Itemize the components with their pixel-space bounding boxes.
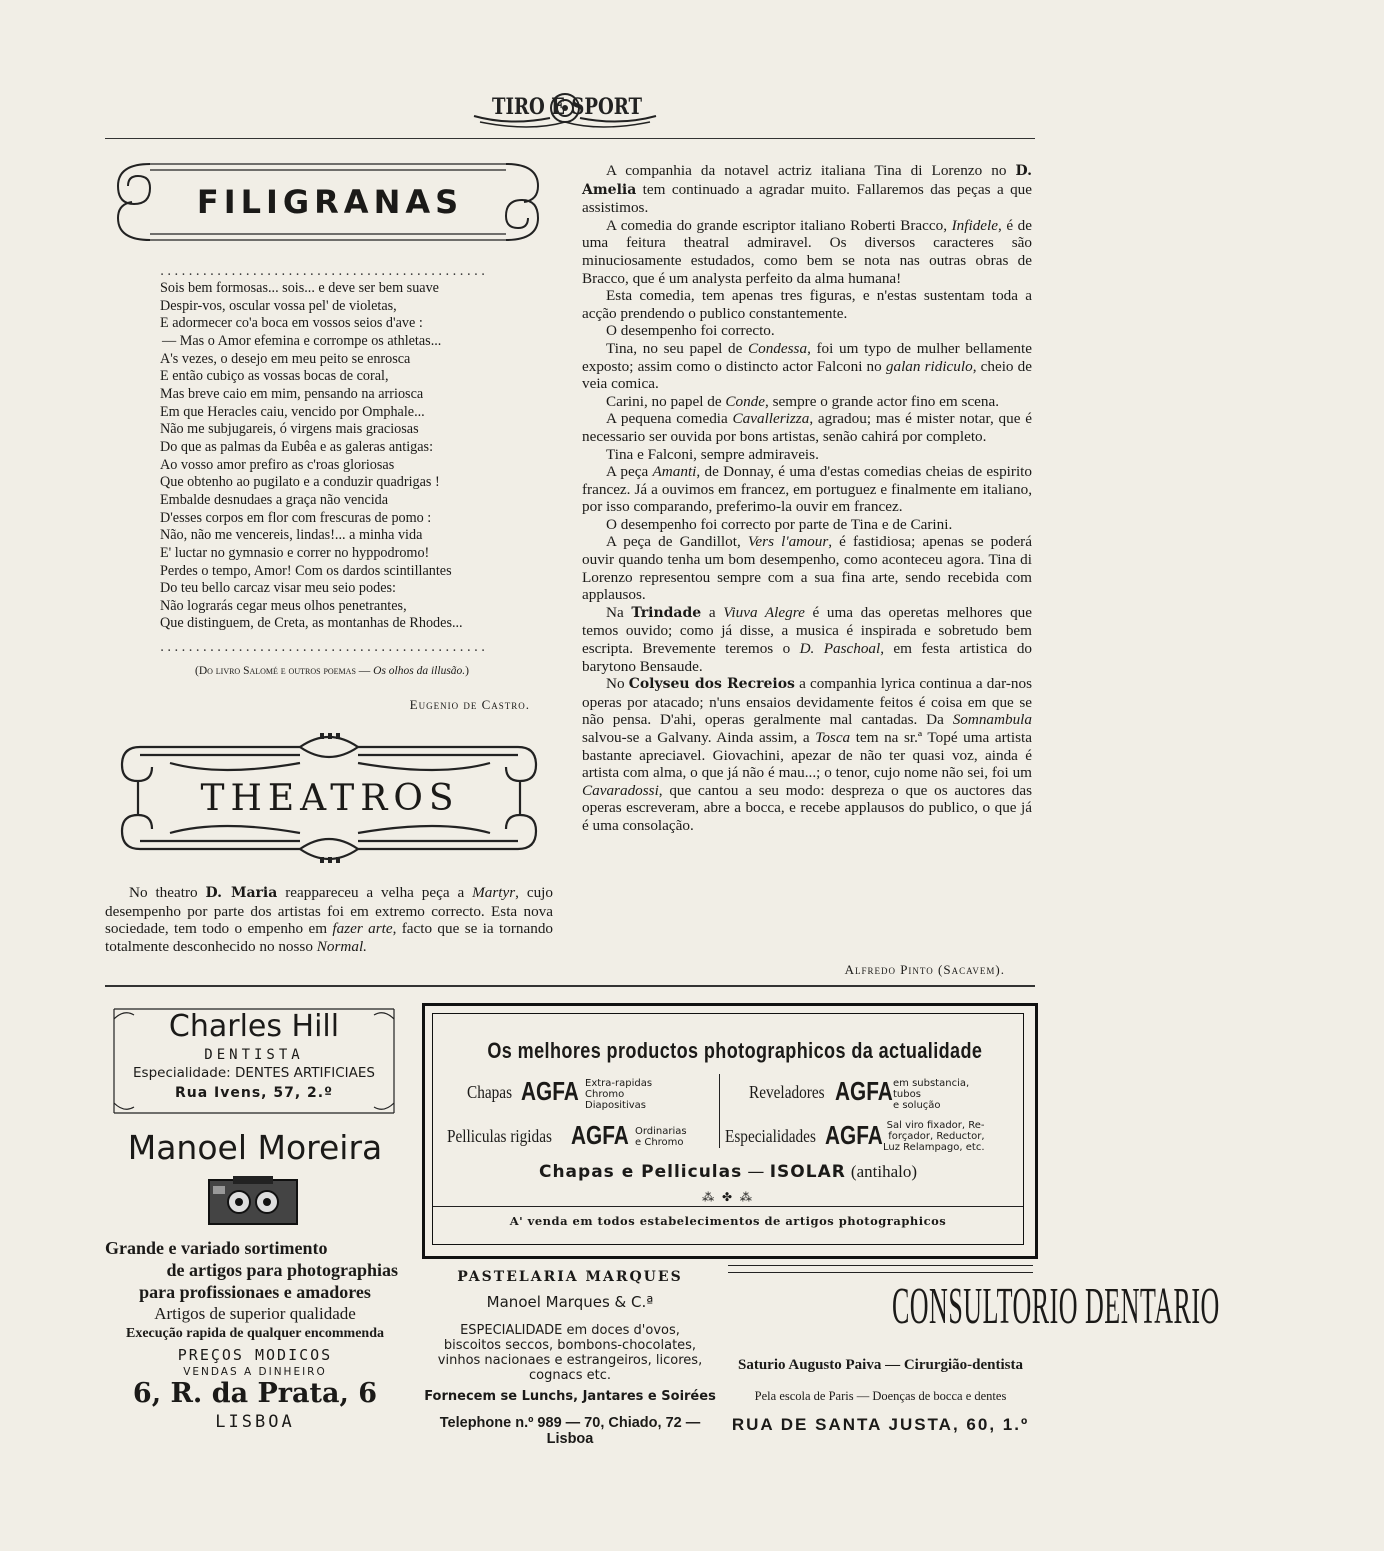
agfa-pelliculas-note <box>635 1126 687 1148</box>
agfa-ad <box>432 1013 1024 1245</box>
agfa-reveladores-label: Reveladores <box>749 1082 825 1102</box>
description-line: vinhos nacionaes e estrangeiros, licores, <box>437 1353 703 1368</box>
poem-line: D'esses corpos em flor com frescuras de pomo : <box>160 509 432 526</box>
poem-source-prefix: (Do livro Salomé e outros poemas — <box>194 665 374 677</box>
poem-source <box>122 665 542 677</box>
note-line: Ordinarias <box>635 1126 687 1137</box>
charles-hill-specialty: Especialidade: DENTES ARTIFICIAES <box>133 1065 375 1081</box>
theatros-title: THEATROS <box>200 778 460 819</box>
agfa-ornament: ⁂ ✤ ⁂ <box>702 1190 754 1204</box>
paragraph: No Colyseu dos Recreios a companhia lyrica continua a dar-nos operas por atacado; n'uns ensaios devidamente feitos é coisa em que se não pensa. D'ahi, operas geralmente mal cantadas. Da Somnambula salvou-se a Galvany. Ainda assim, a Tosca tem na sr.ª Topé uma artista bastante apreciavel. Giovachini, apezar de não ter quasi voz, ainda é artista com alma, o que já não é mau...; o tenor, cujo nome não sei, foi um Cavaradossi, que cantou a seu modo: despreza o que os auctores das operas escreveram, abre a bocca, e recebe applausos do publico, o que já é uma consolação. <box>582 675 1032 834</box>
agfa-isolar-line: Chapas e Pelliculas — ISOLAR (antihalo) <box>538 1162 918 1182</box>
theatre-name: D. Maria <box>205 885 278 901</box>
poem-line: A's vezes, o desejo em meu peito se enrosca <box>160 350 411 367</box>
note-line: tubos <box>893 1089 921 1100</box>
masthead-logo <box>470 86 660 132</box>
poem-line: E então cubiço as vossas bocas de coral, <box>160 368 389 385</box>
charles-hill-role: DENTISTA <box>204 1047 304 1063</box>
poem-line: Do teu bello carcaz visar meu seio podes: <box>160 580 396 597</box>
manoel-moreira-ad <box>105 1128 405 1438</box>
play-title: Vers l'amour <box>747 533 829 551</box>
isolar-brand: ISOLAR <box>769 1162 846 1182</box>
role-title: Condessa <box>747 339 808 357</box>
agfa-brand: AGFA <box>835 1076 893 1106</box>
isolar-text-c: (antihalo) <box>850 1162 918 1181</box>
pastelaria-owner: Manoel Marques & C.ª <box>486 1293 654 1311</box>
agfa-especialidades-label: Especialidades <box>725 1126 816 1146</box>
paragraph: O desempenho foi correcto por parte de Tina e de Carini. <box>606 515 953 533</box>
italic-phrase: Normal. <box>316 937 367 955</box>
moreira-line-3: para profissionaes e amadores <box>139 1282 371 1302</box>
play-title: Tosca <box>815 729 851 746</box>
agfa-divider <box>719 1074 720 1148</box>
poem-line: — Mas o Amor efemina e corrompe os athletas... <box>162 332 442 349</box>
pastelaria-title: PASTELARIA MARQUES <box>457 1269 683 1285</box>
play-title: Somnambula <box>952 711 1032 729</box>
poem-line: Embalde desnudaes a graça não vencida <box>160 491 389 508</box>
moreira-name: Manoel Moreira <box>127 1128 383 1167</box>
poem-line: Não me subjugareis, ó virgens mais graciosas <box>160 421 419 438</box>
pastelaria-services: Fornecem se Lunchs, Jantares e Soirées <box>424 1389 716 1404</box>
agfa-pelliculas-label: Pelliculas rigidas <box>447 1126 552 1146</box>
paragraph: A peça de Gandillot, Vers l'amour, é fastidiosa; apenas se poderá ouvir quando tenha um bom desempenho, como aconteceu agora. Tina di Lorenzo representou sempre com a sua fina arte, sendo recebida com applausos. <box>582 533 1032 604</box>
note-line: forçador, Reductor, <box>888 1131 985 1142</box>
note-line: Luz Relampago, etc. <box>883 1142 985 1153</box>
poem-line: Não lograrás cegar meus olhos penetrantes, <box>160 597 407 614</box>
description-line: ESPECIALIDADE em doces d'ovos, <box>460 1323 680 1338</box>
consultorio-dentario-ad <box>728 1265 1220 1450</box>
charles-hill-name: Charles Hill <box>168 1009 340 1044</box>
camera-icon <box>205 1174 301 1230</box>
charles-hill-address: Rua Ivens, 57, 2.º <box>174 1085 334 1101</box>
moreira-city: LISBOA <box>215 1412 295 1432</box>
italic-phrase: fazer arte <box>332 920 393 938</box>
poem-line: E' luctar no gymnasio e correr no hyppodromo! <box>160 544 430 561</box>
agfa-reveladores-note <box>893 1078 969 1111</box>
agfa-inner-rule <box>433 1206 1023 1207</box>
moreira-cash: VENDAS A DINHEIRO <box>183 1366 327 1378</box>
poem-author: Eugenio de Castro. <box>409 697 530 712</box>
poem-dots-bottom: .............................................. <box>160 640 489 655</box>
play-title: Infidele <box>951 216 998 234</box>
role-title: Cavaradossi <box>582 781 659 799</box>
paragraph: Na Trindade a Viuva Alegre é uma das operetas melhores que temos ouvido; como já disse, a musica é inspirada e sobretudo bem escripta. Brevemente teremos o D. Paschoal, em festa artistica do barytono Bensaude. <box>582 603 1033 675</box>
paragraph: Carini, no papel de Conde, sempre o grande actor fino em scena. <box>606 392 1000 410</box>
consultorio-title-wrap <box>728 1277 1220 1336</box>
theatros-intro-paragraph <box>105 884 553 955</box>
moreira-line-5: Execução rapida de qualquer encommenda <box>126 1326 384 1341</box>
filigranas-title: FILIGRANAS <box>196 183 464 221</box>
agfa-headline: Os melhores productos photographicos da actualidade <box>487 1038 983 1063</box>
moreira-line-4: Artigos de superior qualidade <box>154 1304 356 1323</box>
pastelaria-marques-ad <box>420 1265 720 1450</box>
note-line: e solução <box>893 1100 941 1111</box>
poem-line: Despir-vos, oscular vossa pel' de violetas, <box>160 297 397 314</box>
paragraph: A peça Amanti, de Donnay, é uma d'estas comedias cheias de espirito francez. Já a ouvimos em francez, em portuguez e finalmente em italiano, por isso comparando, preferimo-la ouvir em francez. <box>582 463 1032 516</box>
poem-dots-top: .............................................. <box>160 264 489 279</box>
moreira-line-2: de artigos para photographias <box>166 1260 398 1280</box>
description-line: cognacs etc. <box>529 1368 611 1383</box>
consultorio-school: Pela escola de Paris — Doenças de bocca e dentes <box>754 1389 1007 1403</box>
poem-body <box>160 280 520 633</box>
text: , cujo desempenho por parte dos artistas foi em extremo correcto. Esta nova sociedade, tem todo o empenho em <box>105 884 553 938</box>
paragraph <box>105 884 553 955</box>
poem-line: Em que Heracles caiu, vencido por Omphale... <box>160 403 425 420</box>
moreira-prices: PREÇOS MODICOS <box>177 1346 333 1364</box>
consultorio-top-rule <box>728 1265 1033 1273</box>
note-line: e Chromo <box>635 1137 684 1148</box>
note-line: Extra-rapidas <box>585 1078 653 1089</box>
poem-line: Que obtenho ao pugilato e a conduzir quadrigas ! <box>160 474 440 491</box>
header-rule <box>105 138 1035 139</box>
agfa-chapas-note <box>585 1078 652 1111</box>
play-title: Martyr <box>472 884 516 901</box>
theatre-name: D. Amelia <box>582 163 1032 198</box>
poem-line: Mas breve caio em mim, pensando na arriosca <box>160 385 424 402</box>
paragraph: O desempenho foi correcto. <box>606 322 775 340</box>
agfa-footer: A' venda em todos estabelecimentos de artigos photographicos <box>509 1214 947 1228</box>
text: reappareceu a velha peça a <box>277 884 473 901</box>
agfa-chapas-label: Chapas <box>467 1082 513 1102</box>
consultorio-address: RUA DE SANTA JUSTA, 60, 1.º <box>731 1415 1030 1434</box>
description-line: biscoitos seccos, bombons-chocolates, <box>443 1338 697 1353</box>
note-line: Chromo <box>585 1089 625 1100</box>
paragraph: Tina e Falconi, sempre admiraveis. <box>606 445 819 463</box>
agfa-especialidades-note <box>883 1120 985 1153</box>
role-title: Conde <box>725 392 766 410</box>
agfa-brand: AGFA <box>521 1076 579 1106</box>
role-title: galan ridiculo <box>885 357 973 375</box>
masthead-title: TIRO E SPORT <box>492 94 643 120</box>
poem-line: Do que as palmas da Eubêa e as galeras antigas: <box>160 438 434 455</box>
tiro-sport-emblem-icon <box>470 86 660 132</box>
poem-source-title: Os olhos da illusão. <box>373 665 466 677</box>
poem-line: Ao vosso amor prefiro as c'roas gloriosas <box>160 456 395 473</box>
poem-source-suffix: ) <box>465 665 470 677</box>
paragraph: A comedia do grande escriptor italiano Roberti Bracco, Infidele, é de uma feitura theatral admiravel. Os diversos caracteres são minuciosamente estudados, como bem se nota nas outras obras de Bracco, que é um analysta perfeito da alma humana! <box>582 216 1032 287</box>
theatros-author: Alfredo Pinto (Sacavem). <box>844 962 1005 977</box>
pastelaria-address: Telephone n.º 989 — 70, Chiado, 72 — Lisboa <box>439 1415 701 1447</box>
theatros-continued-column <box>582 162 1032 835</box>
charles-hill-ad <box>110 1005 398 1117</box>
poem-line: E adormecer co'a boca em vossos seios d'ave : <box>160 315 423 332</box>
agfa-brand: AGFA <box>825 1120 883 1150</box>
theatre-name: Colyseu dos Recreios <box>628 676 795 693</box>
poem-line: Não, não me vencereis, lindas!... a minha vida <box>160 527 423 544</box>
agfa-headline-wrap <box>433 1038 1023 1064</box>
play-title: Viuva Alegre <box>723 603 805 621</box>
pastelaria-description <box>420 1323 720 1383</box>
play-title: Cavallerizza <box>732 410 810 428</box>
note-line: Diapositivas <box>585 1100 647 1111</box>
note-line: em substancia, <box>893 1078 970 1089</box>
poem-line: Perdes o tempo, Amor! Com os dardos scintillantes <box>160 562 452 579</box>
text: , facto que se ia tornando totalmente desconhecido no nosso <box>105 920 554 955</box>
play-title: D. Paschoal <box>799 640 881 658</box>
moreira-line-1: Grande e variado sortimento <box>105 1238 328 1258</box>
isolar-text-a: Chapas e Pelliculas <box>538 1162 743 1182</box>
ads-rule <box>105 985 1035 987</box>
moreira-address: 6, R. da Prata, 6 <box>132 1378 378 1409</box>
paragraph: A companhia da notavel actriz italiana Tina di Lorenzo no D. Amelia tem continuado a agradar muito. Fallaremos das peças a que assistimos. <box>582 162 1032 217</box>
play-title: Amanti <box>652 463 697 481</box>
agfa-brand: AGFA <box>571 1120 629 1150</box>
consultorio-doctor: Saturio Augusto Paiva — Cirurgião-dentista <box>737 1357 1023 1373</box>
poem-line: Que distinguem, de Creta, as montanhas de Rhodes... <box>160 615 463 632</box>
paragraph: A pequena comedia Cavallerizza, agradou; mas é mister notar, que é necessario ser ouvida por bons artistas, senão cahirá por completo. <box>582 410 1032 445</box>
paragraph: Tina, no seu papel de Condessa, foi um typo de mulher bellamente exposto; assim como o distincto actor Falconi no galan ridiculo, cheio de veia comica. <box>582 339 1032 393</box>
consultorio-title: CONSULTORIO DENTARIO <box>891 1278 1220 1335</box>
theatre-name: Trindade <box>631 604 702 621</box>
text: No theatro <box>129 884 206 901</box>
note-line: Sal viro fixador, Re- <box>886 1120 985 1131</box>
paragraph: Esta comedia, tem apenas tres figuras, e n'estas sustentam toda a acção prendendo o publico constantemente. <box>582 287 1032 322</box>
poem-line: Sois bem formosas... sois... e deve ser bem suave <box>160 280 439 296</box>
